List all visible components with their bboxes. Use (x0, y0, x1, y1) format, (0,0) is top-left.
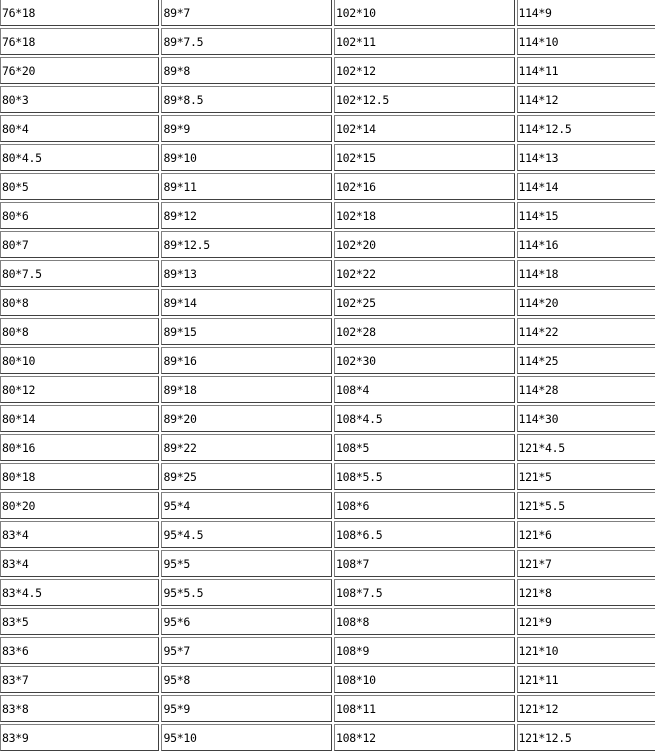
table-row (0, 347, 655, 374)
table-row (0, 666, 655, 693)
table-cell: 108*5 (334, 434, 515, 461)
table-row (0, 579, 655, 606)
table-cell: 114*12 (517, 86, 655, 113)
table-cell: 102*12.5 (334, 86, 515, 113)
table-cell: 108*9 (334, 637, 515, 664)
table-row (0, 376, 655, 403)
table-cell: 102*16 (334, 173, 515, 200)
table-cell: 108*10 (334, 666, 515, 693)
table-row (0, 724, 655, 751)
table-cell: 76*18 (0, 28, 159, 55)
table-cell: 83*6 (0, 637, 159, 664)
table-cell: 114*14 (517, 173, 655, 200)
table-cell: 121*10 (517, 637, 655, 664)
table-cell: 95*5 (161, 550, 332, 577)
table-cell: 121*7 (517, 550, 655, 577)
table-cell: 80*20 (0, 492, 159, 519)
table-cell: 108*8 (334, 608, 515, 635)
table-cell: 95*7 (161, 637, 332, 664)
table-row (0, 260, 655, 287)
table-cell: 114*16 (517, 231, 655, 258)
table-cell: 102*28 (334, 318, 515, 345)
table-row (0, 57, 655, 84)
table-row (0, 231, 655, 258)
table-cell: 89*8 (161, 57, 332, 84)
table-cell: 121*12.5 (517, 724, 655, 751)
table-cell: 89*18 (161, 376, 332, 403)
table-cell: 80*18 (0, 463, 159, 490)
table-cell: 121*12 (517, 695, 655, 722)
table-row (0, 202, 655, 229)
table-cell: 114*18 (517, 260, 655, 287)
table-cell: 95*9 (161, 695, 332, 722)
table-cell: 89*14 (161, 289, 332, 316)
table-cell: 80*10 (0, 347, 159, 374)
table-cell: 114*12.5 (517, 115, 655, 142)
table-cell: 114*20 (517, 289, 655, 316)
table-cell: 121*9 (517, 608, 655, 635)
table-row (0, 173, 655, 200)
table-cell: 80*4.5 (0, 144, 159, 171)
table-row (0, 463, 655, 490)
table-cell: 89*9 (161, 115, 332, 142)
table-cell: 114*30 (517, 405, 655, 432)
table-cell: 95*4.5 (161, 521, 332, 548)
table-cell: 108*4 (334, 376, 515, 403)
table-cell: 89*10 (161, 144, 332, 171)
table-row (0, 115, 655, 142)
table-row (0, 405, 655, 432)
table-cell: 83*4 (0, 550, 159, 577)
table-cell: 80*6 (0, 202, 159, 229)
table-cell: 80*7 (0, 231, 159, 258)
table-cell: 121*8 (517, 579, 655, 606)
table-cell: 121*4.5 (517, 434, 655, 461)
table-cell: 108*5.5 (334, 463, 515, 490)
table-row (0, 289, 655, 316)
table-cell: 108*6 (334, 492, 515, 519)
table-cell: 89*25 (161, 463, 332, 490)
table-cell: 121*11 (517, 666, 655, 693)
table-cell: 89*7 (161, 0, 332, 26)
table-cell: 114*11 (517, 57, 655, 84)
table-row (0, 318, 655, 345)
table-cell: 95*4 (161, 492, 332, 519)
table-cell: 80*7.5 (0, 260, 159, 287)
table-row (0, 550, 655, 577)
table-cell: 108*7 (334, 550, 515, 577)
table-cell: 102*10 (334, 0, 515, 26)
table-cell: 89*8.5 (161, 86, 332, 113)
table-cell: 89*22 (161, 434, 332, 461)
table-cell: 114*13 (517, 144, 655, 171)
table-cell: 121*5.5 (517, 492, 655, 519)
table-cell: 80*3 (0, 86, 159, 113)
table-cell: 102*22 (334, 260, 515, 287)
table-cell: 114*15 (517, 202, 655, 229)
table-cell: 102*20 (334, 231, 515, 258)
table-row (0, 434, 655, 461)
table-cell: 114*9 (517, 0, 655, 26)
table-cell: 108*7.5 (334, 579, 515, 606)
table-cell: 102*15 (334, 144, 515, 171)
table-row (0, 637, 655, 664)
table-cell: 95*10 (161, 724, 332, 751)
table-cell: 89*15 (161, 318, 332, 345)
table-cell: 76*18 (0, 0, 159, 26)
table-cell: 83*8 (0, 695, 159, 722)
table-cell: 114*10 (517, 28, 655, 55)
table-cell: 89*20 (161, 405, 332, 432)
table-cell: 83*5 (0, 608, 159, 635)
table-cell: 114*22 (517, 318, 655, 345)
table-row (0, 695, 655, 722)
table-cell: 121*5 (517, 463, 655, 490)
table-cell: 89*12 (161, 202, 332, 229)
table-row (0, 0, 655, 26)
table-row (0, 608, 655, 635)
table-cell: 102*25 (334, 289, 515, 316)
table-cell: 80*5 (0, 173, 159, 200)
table-cell: 95*8 (161, 666, 332, 693)
table-cell: 108*12 (334, 724, 515, 751)
table-cell: 102*30 (334, 347, 515, 374)
table-cell: 80*12 (0, 376, 159, 403)
table-cell: 102*14 (334, 115, 515, 142)
table-cell: 89*11 (161, 173, 332, 200)
table-cell: 76*20 (0, 57, 159, 84)
table-cell: 95*6 (161, 608, 332, 635)
table-cell: 83*4.5 (0, 579, 159, 606)
table-row (0, 86, 655, 113)
table-cell: 80*8 (0, 289, 159, 316)
table-cell: 83*4 (0, 521, 159, 548)
table-cell: 102*11 (334, 28, 515, 55)
table-cell: 102*12 (334, 57, 515, 84)
table-row (0, 28, 655, 55)
table-cell: 89*16 (161, 347, 332, 374)
table-cell: 83*7 (0, 666, 159, 693)
table-cell: 83*9 (0, 724, 159, 751)
table-cell: 114*25 (517, 347, 655, 374)
table-cell: 114*28 (517, 376, 655, 403)
table-cell: 80*8 (0, 318, 159, 345)
table-cell: 108*4.5 (334, 405, 515, 432)
table-cell: 89*7.5 (161, 28, 332, 55)
table-cell: 89*12.5 (161, 231, 332, 258)
table-cell: 108*6.5 (334, 521, 515, 548)
table-cell: 89*13 (161, 260, 332, 287)
table-cell: 108*11 (334, 695, 515, 722)
table-cell: 80*14 (0, 405, 159, 432)
table-cell: 102*18 (334, 202, 515, 229)
table-row (0, 492, 655, 519)
table-cell: 121*6 (517, 521, 655, 548)
table-row (0, 521, 655, 548)
table-row (0, 144, 655, 171)
table-cell: 80*16 (0, 434, 159, 461)
table-cell: 80*4 (0, 115, 159, 142)
table-cell: 95*5.5 (161, 579, 332, 606)
